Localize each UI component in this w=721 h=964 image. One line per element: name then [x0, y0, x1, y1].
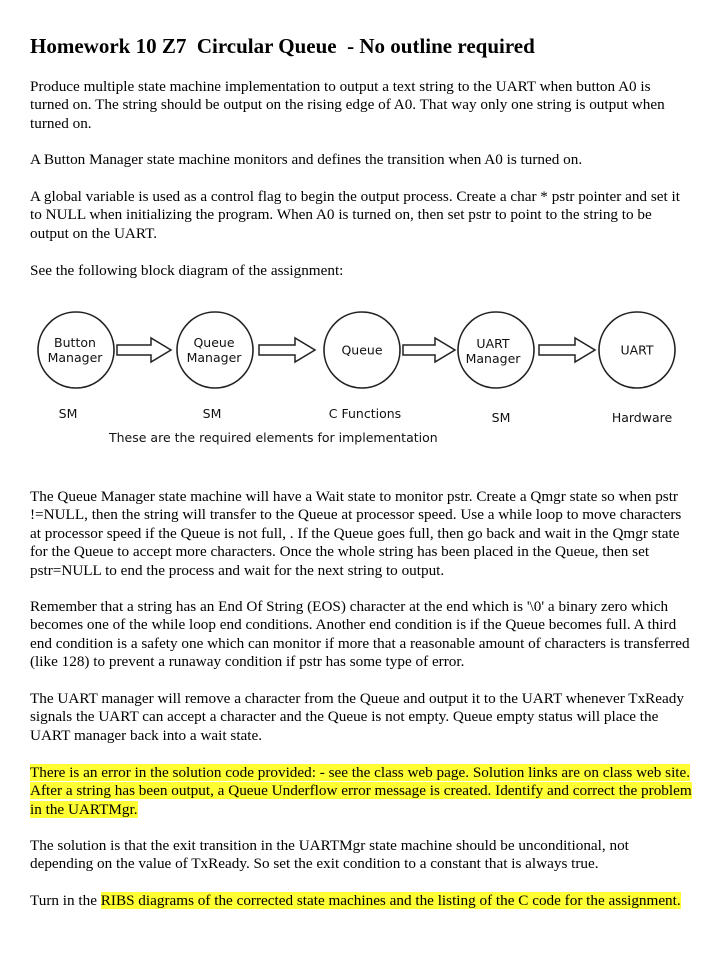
- node-label-queue-manager: Queue Manager: [186, 335, 242, 365]
- node-label-button-manager: Button Manager: [47, 335, 103, 365]
- highlighted-turn-in-text: RIBS diagrams of the corrected state machines and the listing of the C code for the assignment.: [100, 892, 681, 909]
- paragraph-error-note: [30, 764, 692, 819]
- paragraph-global-variable: A global variable is used as a control flag to begin the output process. Create a char * pstr pointer and set it to NULL when initializing the program. When A0 is turned on, then set pstr to point to the string to be output on the UART.: [30, 188, 680, 242]
- paragraph-diagram-intro: See the following block diagram of the assignment:: [30, 262, 344, 279]
- paragraph-queue-manager: The Queue Manager state machine will have a Wait state to monitor pstr. Create a Qmgr state so when pstr !=NULL, then the string will transfer to the Queue at processor speed. Use a while loop to move characters at processor speed if the Queue is not full, . If the Queue goes full, then go back and wait in the Qmgr state for the Queue to accept more characters. Once the whole string has been placed in the Queue, then set pstr=NULL to end the process and wait for the next string to output.: [30, 488, 682, 579]
- sub-label-queue-manager: SM: [202, 406, 222, 421]
- sub-label-queue: C Functions: [328, 406, 402, 421]
- arrow-button-to-queue-manager-icon: [117, 338, 171, 362]
- block-diagram: [5, 293, 687, 453]
- paragraph-intro: Produce multiple state machine implementation to output a text string to the UART when button A0 is turned on. The string should be output on the rising edge of A0. That way only one string is output when turned on.: [30, 78, 665, 132]
- node-label-uart-manager: UART Manager: [465, 336, 521, 366]
- arrow-uart-manager-to-uart-icon: [539, 338, 595, 362]
- block-diagram-graphics: [5, 293, 687, 453]
- page-title: Homework 10 Z7 Circular Queue - No outline required: [30, 34, 535, 58]
- arrow-queue-to-uart-manager-icon: [403, 338, 455, 362]
- sub-label-button-manager: SM: [58, 406, 78, 421]
- paragraph-eos: Remember that a string has an End Of String (EOS) character at the end which is '\0' a binary zero which becomes one of the while loop end conditions. Another end condition is if the Queue becomes full. A third end condition is a safety one which can monitor if more that a reasonable amount of characters is transferred (like 128) to prevent a runaway condition if pstr has some type of error.: [30, 598, 690, 671]
- paragraph-button-manager: A Button Manager state machine monitors and defines the transition when A0 is turned on.: [30, 151, 583, 168]
- node-label-queue: Queue: [341, 342, 383, 358]
- turn-in-plain-text: Turn in the: [30, 892, 101, 909]
- diagram-caption: These are the required elements for implementation: [109, 430, 438, 445]
- sub-label-uart-manager: SM: [491, 410, 511, 425]
- node-label-uart: UART: [620, 342, 654, 358]
- arrow-queue-manager-to-queue-icon: [259, 338, 315, 362]
- paragraph-solution: The solution is that the exit transition in the UARTMgr state machine should be unconditional, not depending on the value of TxReady. So set the exit condition to a constant that is always true.: [30, 837, 629, 873]
- paragraph-uart-manager: The UART manager will remove a character from the Queue and output it to the UART whenever TxReady signals the UART can accept a character and the Queue is not empty. Queue empty status will place the UART manager back into a wait state.: [30, 690, 684, 744]
- paragraph-turn-in: [30, 892, 692, 910]
- sub-label-uart: Hardware: [611, 410, 673, 425]
- highlighted-error-text: There is an error in the solution code provided: - see the class web page. Solution links are on class web site. After a string has been output, a Queue Underflow error message is created. Identify and correct the problem in the UARTMgr.: [30, 764, 692, 818]
